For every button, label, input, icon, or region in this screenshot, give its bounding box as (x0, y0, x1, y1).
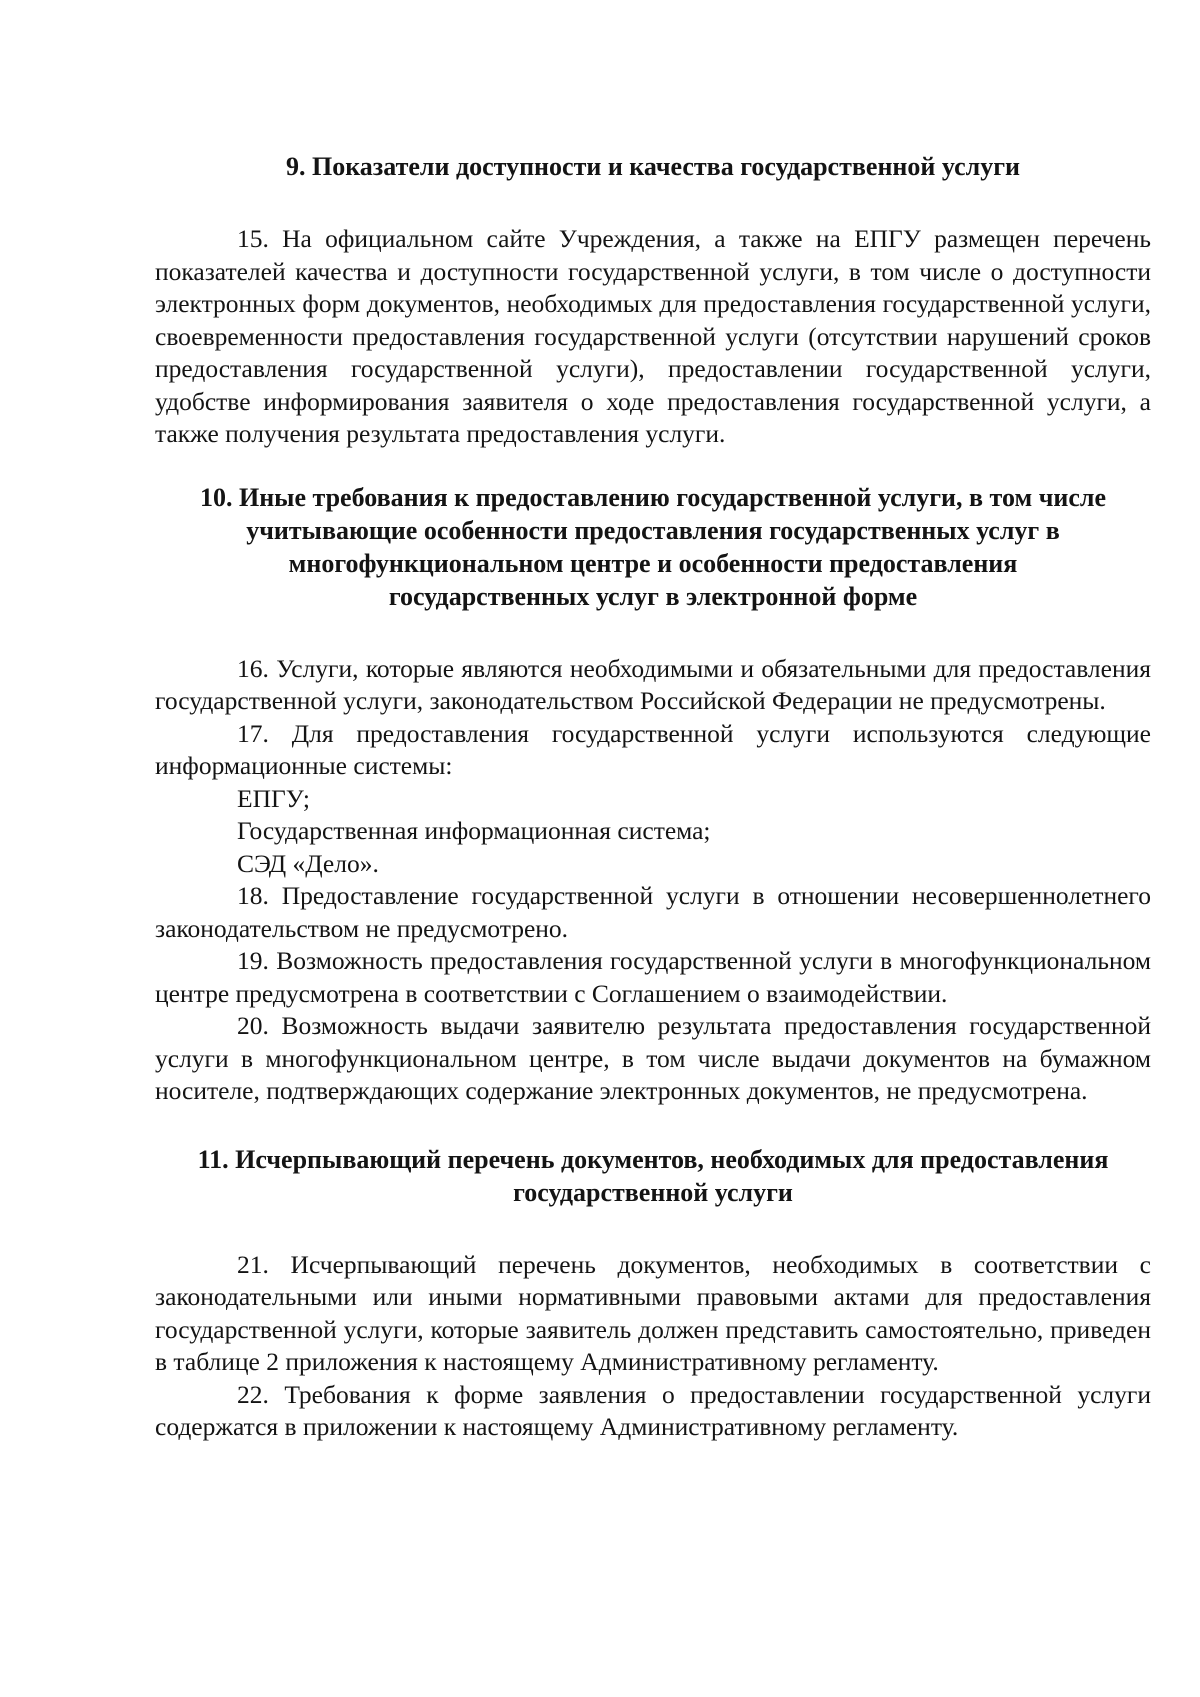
section-10-heading-line: учитывающие особенности предоставления государственных услуг в (246, 515, 1060, 545)
section-10-heading (155, 481, 1151, 613)
paragraph-19: 19. Возможность предоставления государственной услуги в многофункциональном центре предусмотрена в соответствии с Соглашением о взаимодействии. (155, 946, 1151, 1008)
paragraph-21: 21. Исчерпывающий перечень документов, необходимых в соответствии с законодательными или иными нормативными правовыми актами для предоставления государственной услуги, которые заявитель должен представить самостоятельно, приведен в таблице 2 приложения к настоящему Административному регламенту. (155, 1249, 1151, 1376)
paragraph-18: 18. Предоставление государственной услуги в отношении несовершеннолетнего законодательством не предусмотрено. (155, 881, 1151, 943)
section-9-heading: 9. Показатели доступности и качества государственной услуги (285, 152, 1021, 181)
section-11-heading-line: государственной услуги (513, 1177, 793, 1207)
section-11-heading (155, 1143, 1151, 1209)
section-11-heading-line: 11. Исчерпывающий перечень документов, необходимых для предоставления (197, 1144, 1109, 1174)
paragraph-17: 17. Для предоставления государственной услуги используются следующие информационные системы: (155, 718, 1151, 780)
section-10-heading-line: 10. Иные требования к предоставлению государственной услуги, в том числе (199, 482, 1107, 512)
paragraph-16: 16. Услуги, которые являются необходимыми и обязательными для предоставления государственной услуги, законодательством Российской Федерации не предусмотрены. (155, 653, 1151, 715)
page-content (155, 150, 1151, 1444)
paragraph-17-item: Государственная информационная система; (237, 816, 711, 845)
section-10-heading-line: многофункциональном центре и особенности предоставления (288, 548, 1018, 578)
paragraph-17-item: СЭД «Дело». (237, 848, 379, 878)
paragraph-17-item: ЕПГУ; (237, 783, 310, 813)
paragraph-22: 22. Требования к форме заявления о предоставлении государственной услуги содержатся в приложении к настоящему Административному регламенту. (155, 1379, 1151, 1441)
paragraph-15: 15. На официальном сайте Учреждения, а также на ЕПГУ размещен перечень показателей качества и доступности государственной услуги, в том числе о доступности электронных форм документов, необходимых для предоставления государственной услуги, своевременности предоставления государственной услуги (отсутствии нарушений сроков предоставления государственной услуги), предоставлении государственной услуги, удобстве информирования заявителя о ходе предоставления государственной услуги, а также получения результата предоставления услуги. (155, 224, 1151, 448)
paragraph-20: 20. Возможность выдачи заявителю результата предоставления государственной услуги в многофункциональном центре, в том числе выдачи документов на бумажном носителе, подтверждающих содержание электронных документов, не предусмотрена. (155, 1011, 1151, 1105)
section-10-heading-line: государственных услуг в электронной форме (388, 581, 918, 611)
